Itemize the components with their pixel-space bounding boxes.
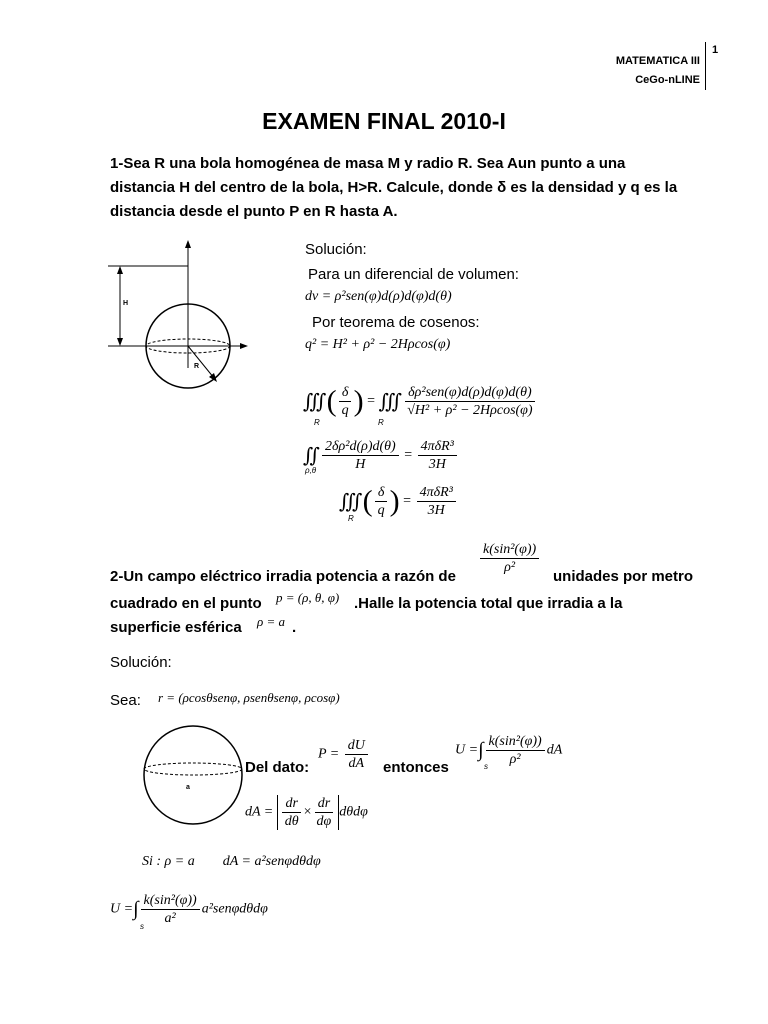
eq1-rhs-fraction: $\frac{\text{δρ²sen(φ)d(ρ)d(φ)d(θ)}}{\text{√H² + ρ² − 2Hρcos(φ)}}$	[404, 384, 535, 419]
sphere-formula: ρ = a	[257, 614, 286, 629]
fig1-label-r: R	[194, 363, 200, 370]
problem2-line3-a: superficie esférica	[110, 619, 242, 636]
problem1-line3: distancia desde el punto P en R hasta A.	[110, 203, 398, 220]
problem2-line3-b: .	[292, 619, 297, 636]
triple-integral-symbol: ∭	[378, 391, 403, 413]
eq3-int-sub: R	[348, 514, 354, 523]
header-divider	[705, 42, 706, 90]
sea-label: Sea:	[110, 692, 141, 709]
si-formula: Si : ρ = a dA = a²senφdθdφ	[142, 854, 321, 869]
eq1-lhs-fraction: $\frac{\delta}{q}$	[339, 384, 352, 419]
u-int-sub: s	[484, 762, 488, 771]
eq2-result-fraction: $\frac{\text{4πδR³}}{3H}$	[418, 438, 457, 473]
eq1-int-sub-2: R	[378, 418, 384, 427]
diff-volume-label: Para un diferencial de volumen:	[308, 266, 519, 283]
problem1-solution-label: Solución:	[305, 241, 367, 258]
cosine-theorem-label: Por teorema de cosenos:	[312, 314, 480, 331]
u2-int-sub: s	[140, 922, 144, 931]
fig1-label-h: H	[123, 300, 129, 307]
q-formula: q² = H² + ρ² − 2Hρcos(φ)	[305, 337, 451, 352]
u-formula: U =∫ $\frac{\text{k(sin²(φ))}}{\text{ρ²}}$ dA	[455, 734, 563, 767]
figure-ball	[108, 238, 258, 398]
page-title: EXAMEN FINAL 2010-I	[262, 108, 506, 134]
fig2-label-a: a	[186, 784, 190, 791]
del-dato-label: Del dato:	[245, 759, 310, 776]
problem1-statement	[110, 152, 710, 224]
u2-formula: U =∫ $\frac{\text{k(sin²(φ))}}{\text{a²}}$ a²senφdθdφ	[110, 893, 268, 926]
problem1-line2: distancia H del centro de la bola, H>R. Calcule, donde δ es la densidad y q es la	[110, 179, 678, 196]
p-formula: P = $\frac{dU}{dA}$	[318, 737, 370, 772]
problem2-solution-label: Solución:	[110, 654, 172, 671]
eq3-fraction: $\frac{\delta}{q}$	[375, 484, 388, 519]
equation-1: ∭( $\frac{\delta}{q}$ ) = ∭ $\frac{\text{δρ²sen(φ)d(ρ)d(φ)d(θ)}}{\text{√H² + ρ² − 2Hρcos(φ)}}$	[303, 384, 538, 419]
eq2-fraction: $\frac{\text{2δρ²d(ρ)d(θ)}}{H}$	[322, 438, 399, 473]
triple-integral-symbol: ∭	[303, 391, 327, 413]
header-course: MATEMATICA III	[615, 55, 700, 67]
rate-fraction: $\frac{\text{k(sin²(φ))}}{\text{ρ²}}$	[478, 541, 541, 576]
problem2-line2-b: .Halle la potencia total que irradia a la	[354, 595, 623, 612]
problem2-line2-a: cuadrado en el punto	[110, 595, 262, 612]
header-site: CeGo-nLINE	[635, 74, 700, 86]
problem2-line1-a: 2-Un campo eléctrico irradia potencia a razón de	[110, 568, 456, 585]
eq3-result-fraction: $\frac{\text{4πδR³}}{3H}$	[417, 484, 456, 519]
da-formula: dA = $\frac{dr}{d\theta}$ × $\frac{dr}{d\varphi}$ dθdφ	[245, 796, 368, 829]
page-number: 1	[712, 44, 719, 56]
problem1-line1: 1-Sea R una bola homogénea de masa M y radio R. Sea Aun punto a una	[110, 155, 626, 172]
point-formula: p = (ρ, θ, φ)	[276, 590, 340, 605]
eq2-int-sub: ρ,θ	[305, 466, 317, 475]
triple-integral-symbol: ∭	[339, 491, 363, 513]
entonces-label: entonces	[383, 759, 449, 776]
eq1-int-sub-1: R	[314, 418, 320, 427]
r-formula: r = (ρcosθsenφ, ρsenθsenφ, ρcosφ)	[158, 690, 340, 705]
equation-2: ∬ $\frac{\text{2δρ²d(ρ)d(θ)}}{H}$ = $\frac{\text{4πδR³}}{3H}$	[303, 438, 459, 473]
equation-3: ∭( $\frac{\delta}{q}$ ) = $\frac{\text{4πδR³}}{3H}$	[339, 484, 458, 519]
dv-formula: dv = ρ²sen(φ)d(ρ)d(φ)d(θ)	[305, 289, 452, 304]
problem2-line1-b: unidades por metro	[553, 568, 694, 585]
double-integral-symbol: ∬	[303, 445, 321, 467]
figure-sphere	[140, 722, 246, 828]
